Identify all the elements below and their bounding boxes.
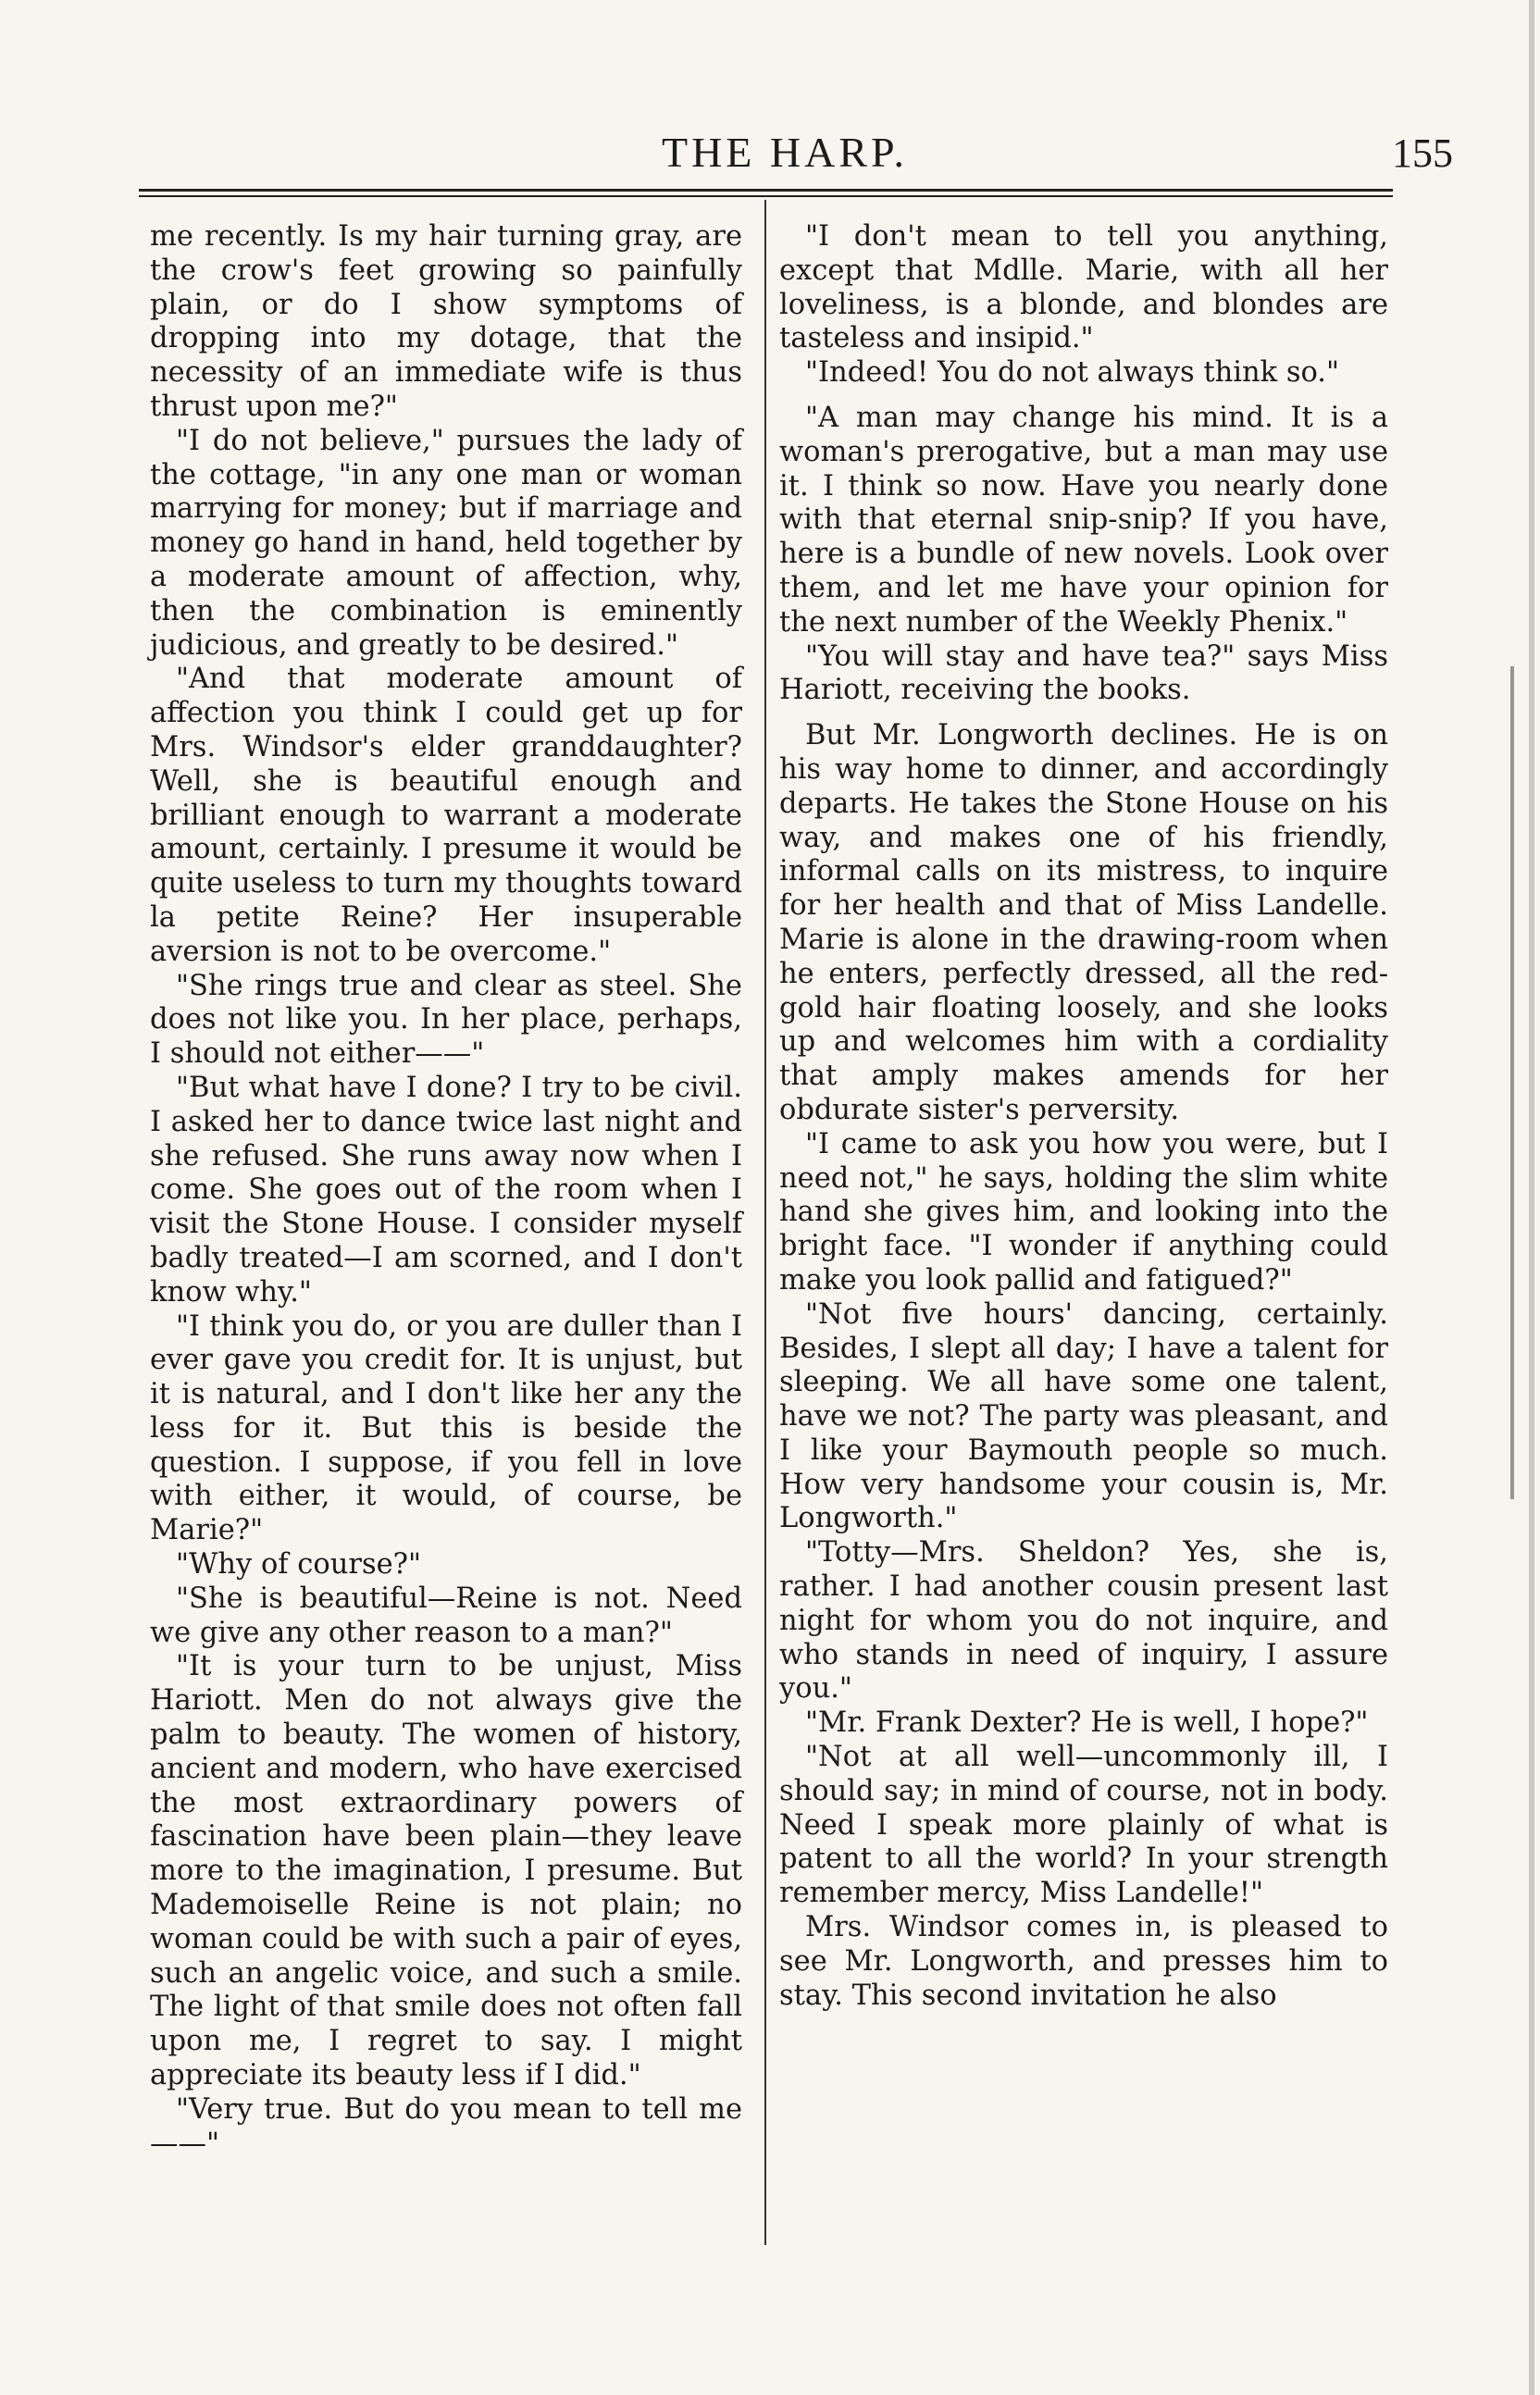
header-rule-thick xyxy=(139,189,1393,192)
paragraph: "She rings true and clear as steel. She does not like you. In her place, perhaps, I should not either——" xyxy=(150,969,742,1071)
paragraph: "It is your turn to be unjust, Miss Hariott. Men do not always give the palm to beauty. The women of history, ancient and modern, who have exercised the most extraordinary powers of fascination have been plain—they leave more to the imagination, I presume. But Mademoiselle Reine is not plain; no woman could be with such a pair of eyes, such an angelic voice, and such a smile. The light of that smile does not often fall upon me, I regret to say. I might appreciate its beauty less if I did." xyxy=(150,1650,742,2092)
page-header xyxy=(137,128,1453,183)
page-edge-shadow xyxy=(1529,0,1534,2395)
running-title: THE HARP. xyxy=(661,129,909,176)
paragraph: "She is beautiful—Reine is not. Need we give any other reason to a man?" xyxy=(150,1582,742,1649)
right-column xyxy=(779,220,1388,2013)
paragraph: "Why of course?" xyxy=(176,1548,422,1582)
paragraph: Mrs. Windsor comes in, is pleased to see Mr. Longworth, and presses him to stay. This second invitation he also xyxy=(779,1911,1388,2012)
left-column xyxy=(150,220,742,2161)
paragraph: "I came to ask you how you were, but I need not," he says, holding the slim white hand she gives him, and looking into the bright face. "I wonder if anything could make you look pallid and fatigued?" xyxy=(779,1127,1388,1297)
paragraph: "Totty—Mrs. Sheldon? Yes, she is, rather. I had another cousin present last night for whom you do not inquire, and who stands in need of inquiry, I assure you." xyxy=(779,1536,1388,1706)
paragraph: "But what have I done? I try to be civil. I asked her to dance twice last night and she refused. She runs away now when I come. She goes out of the room when I visit the Stone House. I consider myself badly treated—I am scorned, and I don't know why." xyxy=(150,1071,742,1309)
binding-mark xyxy=(1510,666,1514,1499)
paragraph: "Indeed! You do not always think so." xyxy=(805,356,1340,390)
paragraph: "A man may change his mind. It is a woman's prerogative, but a man may use it. I think so now. Have you nearly done with that eternal snip-snip? If you have, here is a bundle of new novels. Look over them, and let me have your opinion for the next number of the Weekly Phenix." xyxy=(779,401,1388,639)
paragraph: "Not at all well—uncommonly ill, I should say; in mind of course, not in body. Need I speak more plainly of what is patent to all the world? In your strength remember mercy, Miss Landelle!" xyxy=(779,1741,1388,1910)
paragraph: "Not five hours' dancing, certainly. Besides, I slept all day; I have a talent for sleeping. We all have some one talent, have we not? The party was pleasant, and I like your Baymouth people so much. How very handsome your cousin is, Mr. Longworth." xyxy=(779,1297,1388,1535)
paragraph: me recently. Is my hair turning gray, are the crow's feet growing so painfully plain, or do I show symptoms of dropping into my dotage, that the necessity of an immediate wife is thus thrust upon me?" xyxy=(150,220,742,423)
paragraph: "Mr. Frank Dexter? He is well, I hope?" xyxy=(805,1706,1369,1740)
paragraph: "And that moderate amount of affection you think I could get up for Mrs. Windsor's elder granddaughter? Well, she is beautiful enough and brilliant enough to warrant a moderate amount, certainly. I presume it would be quite useless to turn my thoughts toward la petite Reine? Her insuperable aversion is not to be overcome." xyxy=(150,663,742,968)
page-number: 155 xyxy=(1392,130,1453,176)
column-divider xyxy=(764,200,766,2245)
paragraph: But Mr. Longworth declines. He is on his way home to dinner, and accordingly departs. He takes the Stone House on his way, and makes one of his friendly, informal calls on its mistress, to inquire for her health and that of Miss Landelle. Marie is alone in the drawing-room when he enters, perfectly dressed, all the red-gold hair floating loosely, and she looks up and welcomes him with a cordiality that amply makes amends for her obdurate sister's perversity. xyxy=(779,719,1388,1126)
paragraph: "You will stay and have tea?" says Miss Hariott, receiving the books. xyxy=(779,639,1388,707)
paragraph: "I think you do, or you are duller than I ever gave you credit for. It is unjust, but it is natural, and I don't like her any the less for it. But this is beside the question. I suppose, if you fell in love with either, it would, of course, be Marie?" xyxy=(150,1309,742,1547)
paragraph: "Very true. But do you mean to tell me——" xyxy=(150,2092,742,2160)
header-rule-thin xyxy=(139,195,1393,197)
paragraph: "I don't mean to tell you anything, except that Mdlle. Marie, with all her loveliness, is a blonde, and blondes are tasteless and insipid." xyxy=(779,220,1388,355)
paragraph: "I do not believe," pursues the lady of the cottage, "in any one man or woman marrying for money; but if marriage and money go hand in hand, held together by a moderate amount of affection, why, then the combination is eminently judicious, and greatly to be desired." xyxy=(150,424,742,662)
